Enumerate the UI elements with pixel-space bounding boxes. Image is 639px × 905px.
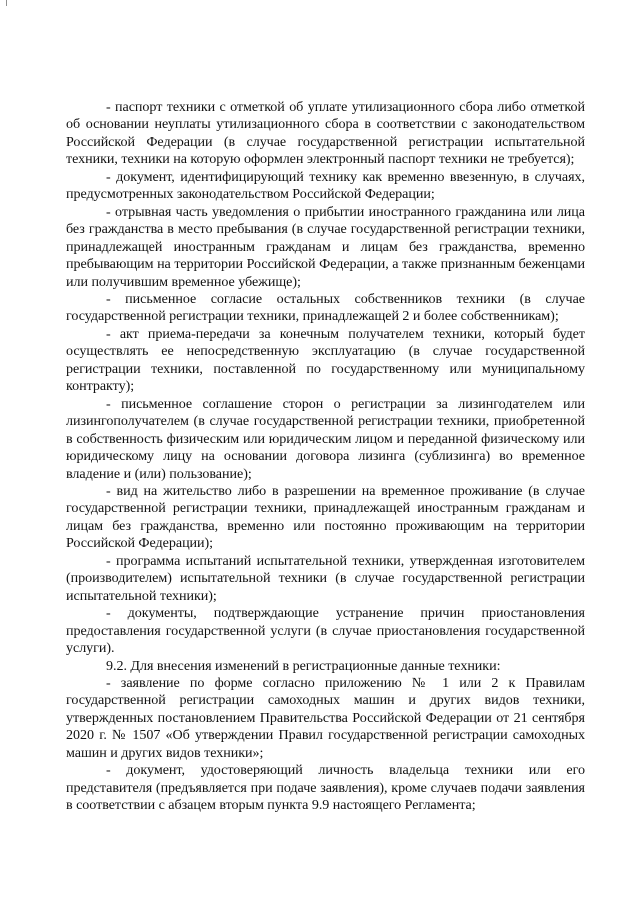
paragraph-transfer-act: - акт приема-передачи за конечным получателем техники, который будет осуществлять ее непосредственную эксплуатацию (в случае государственной регистрации техники, поставленной по государственному или муниципальному контракту); (66, 325, 585, 395)
paragraph-test-program: - программа испытаний испытательной техники, утвержденная изготовителем (производителем) испытательной техники (в случае государственной регистрации испытательной техники); (66, 552, 585, 604)
paragraph-suspension-documents: - документы, подтверждающие устранение причин приостановления предоставления государственной услуги (в случае приостановления государственной услуги). (66, 605, 585, 657)
paragraph-section-9-2-heading: 9.2. Для внесения изменений в регистрационные данные техники: (106, 657, 501, 674)
paragraph-residence-permit: - вид на жительство либо в разрешении на временное проживание (в случае государственной регистрации техники, принадлежащей иностранным гражданам и лицам без гражданства, временно или постоянно проживающим на территории Российской Федерации); (66, 482, 585, 552)
paragraph-arrival-notice: - отрывная часть уведомления о прибытии иностранного гражданина или лица без гражданства в место пребывания (в случае государственной регистрации техники, принадлежащей иностранным гражданам и лицам без гражданства, временно пребывающим на территории Российской Федерации, а также признанным беженцами или получившим временное убежище); (66, 203, 585, 290)
scan-edge-mark (6, 0, 7, 6)
paragraph-application-form: - заявление по форме согласно приложению № 1 или 2 к Правилам государственной регистрации самоходных машин и других видов техники, утвержденных постановлением Правительства Российской Федерации от 21 сентября 2020 г. № 1507 «Об утверждении Правил государственной регистрации самоходных машин и других видов техники»; (66, 674, 585, 761)
paragraph-identity-document: - документ, удостоверяющий личность владельца техники или его представителя (предъявляется при подаче заявления), кроме случаев подачи заявления в соответствии с абзацем вторым пункта 9.9 настоящего Регламента; (66, 762, 585, 814)
document-body (66, 99, 585, 815)
paragraph-tech-passport: - паспорт техники с отметкой об уплате утилизационного сбора либо отметкой об основании неуплаты утилизационного сбора в соответствии с законодательством Российской Федерации (в случае государственной регистрации испытательной техники, техники на которую оформлен электронный паспорт техники не требуется); (66, 99, 585, 168)
paragraph-temporary-import-doc: - документ, идентифицирующий технику как временно ввезенную, в случаях, предусмотренных законодательством Российской Федерации; (66, 168, 585, 203)
paragraph-owners-consent: - письменное согласие остальных собственников техники (в случае государственной регистрации техники, принадлежащей 2 и более собственникам); (66, 290, 585, 325)
paragraph-leasing-agreement: - письменное соглашение сторон о регистрации за лизингодателем или лизингополучателем (в случае государственной регистрации техники, приобретенной в собственность физическим или юридическим лицом и переданной физическому или юридическому лицу на основании договора лизинга (сублизинга) во временное владение и (или) пользование); (66, 395, 585, 482)
